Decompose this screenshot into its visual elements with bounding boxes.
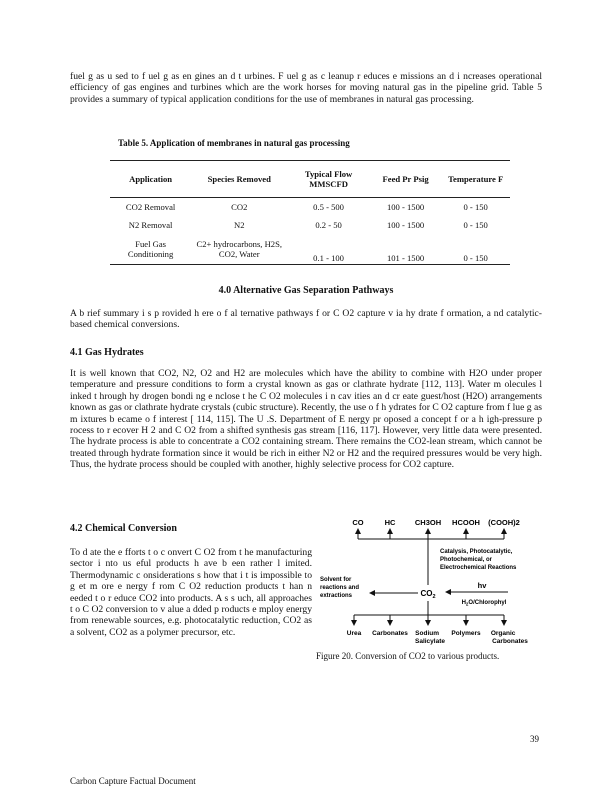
solvent-label: Solvent for reactions and extractions: [320, 577, 360, 599]
product-urea: Urea: [346, 630, 362, 637]
table-cell: 100 - 1500: [386, 202, 425, 212]
footer: Carbon Capture Factual Document: [70, 776, 196, 786]
section-title: 4.2 Chemical Conversion: [70, 523, 177, 534]
hv-label: hv: [477, 581, 487, 590]
table-cell: 100 - 1500: [386, 220, 425, 230]
product-polymers: Polymers: [451, 630, 481, 637]
h2o-label: $H_2O$/Chlorophyl: [461, 600, 507, 607]
product-hcooh: HCOOH: [452, 518, 480, 527]
table-cell: CO2 Removal: [125, 202, 176, 212]
product-sodium-salicylate: Sodium Salicylate: [415, 630, 445, 645]
product-co: CO: [352, 518, 364, 527]
table-cell: 0.5 - 500: [313, 202, 344, 212]
table-cell: N2 Removal: [128, 220, 173, 230]
section-paragraph: To d ate the e fforts t o c onvert C O2 from t he manufacturing sector i nto us eful products h ave b een rather l imited. Thermodynamic c onsiderations s how that i t is impossible to g et m ore e nergy f rom C O2 reduction products t han n eeded t o r educe CO2 into products. A s s uch, all approaches t o C O2 conversion to v alue a dded p roducts e mploy energy from renewable sources, e.g. photocatalytic reduction, CO2 as a solvent, CO2 as a polymer precursor, etc.: [70, 547, 312, 638]
page-number: 39: [530, 734, 539, 744]
section-paragraph: A b rief summary i s p rovided h ere o f al ternative pathways f or C O2 capture v ia hy drate f ormation, a nd catalytic-based chemical conversions.: [70, 308, 542, 331]
membranes-table: [110, 160, 510, 265]
product-ch3oh: CH3OH: [414, 518, 442, 527]
table-cell: 101 - 1500: [370, 234, 442, 265]
table-row: [110, 234, 510, 265]
product-carbonates: Carbonates: [372, 630, 408, 637]
co2-conversion-figure: [318, 515, 538, 645]
table-cell: 0.2 - 50: [315, 220, 342, 230]
process-label: Catalysis, Photocatalytic, Photochemical, or Electrochemical Reactions: [440, 549, 517, 571]
table-row: [110, 216, 510, 234]
product-hc: HC: [384, 518, 396, 527]
table-cell: N2: [234, 220, 245, 230]
table-cell: 0 - 150: [441, 234, 510, 265]
product-oxalic: (COOH)2: [488, 518, 520, 527]
section-title: 4.1 Gas Hydrates: [70, 347, 144, 358]
table-header-row: [110, 161, 510, 198]
table-cell: 0 - 150: [463, 220, 488, 230]
table-header: Typical Flow MMSCFD: [287, 161, 369, 198]
section-paragraph: It is well known that CO2, N2, O2 and H2 are molecules which have the ability to combine with H2O under proper temperature and pressure conditions to form a crystal known as gas or clathrate hydrate [112, 113]. Water m olecules l inked t hrough hy drogen bondi ng e nclose t he C O2 molecules i n cav ities an d cr eate guest/host (H2O) arrangements known as gas or clathrate hydrate crystals (cubic structure). Recently, the use o f h ydrates for C O2 capture from f lue g as m ixtures b ecame o f interest [ 114, 115]. The U .S. Department of E nergy pr oposed a concept f or a h igh-pressure p rocess to r ecover H 2 and C O2 from a shifted synthesis gas stream [116, 117]. However, very little data were presented. The hydrate process is able to concentrate a CO2 containing stream. There remains the CO2-lean stream, which cannot be treated through hydrate formation since it would be rich in either N2 or H2 and the required pressures would be very high. Thus, the hydrate process should be coupled with another, highly selective process for CO2 capture.: [70, 368, 542, 471]
table-cell: Fuel Gas Conditioning: [110, 234, 191, 265]
co2-center: $CO_2$: [420, 589, 436, 600]
table-header: Application: [110, 161, 191, 198]
table-caption: Table 5. Application of membranes in natural gas processing: [118, 138, 350, 148]
table-cell: C2+ hydrocarbons, H2S, CO2, Water: [191, 234, 287, 265]
product-organic-carbonates: Organic Carbonates: [490, 630, 528, 645]
table-cell: 0 - 150: [463, 202, 488, 212]
table-header: Temperature F: [441, 161, 510, 198]
figure-caption: Figure 20. Conversion of CO2 to various products.: [316, 651, 500, 661]
intro-paragraph: fuel g as u sed to f uel g as en gines an d t urbines. F uel g as c leanup r educes e missions an d i ncreases operational efficiency of gas engines and turbines which are the work horses for moving natural gas in the pipeline grid. Table 5 provides a summary of typical application conditions for the use of membranes in natural gas processing.: [70, 71, 542, 105]
table-cell: 0.1 - 100: [287, 234, 369, 265]
table-row: [110, 198, 510, 217]
table-header: Feed Pr Psig: [370, 161, 442, 198]
table-header: Species Removed: [191, 161, 287, 198]
table-cell: CO2: [231, 202, 248, 212]
section-title: 4.0 Alternative Gas Separation Pathways: [218, 285, 394, 296]
